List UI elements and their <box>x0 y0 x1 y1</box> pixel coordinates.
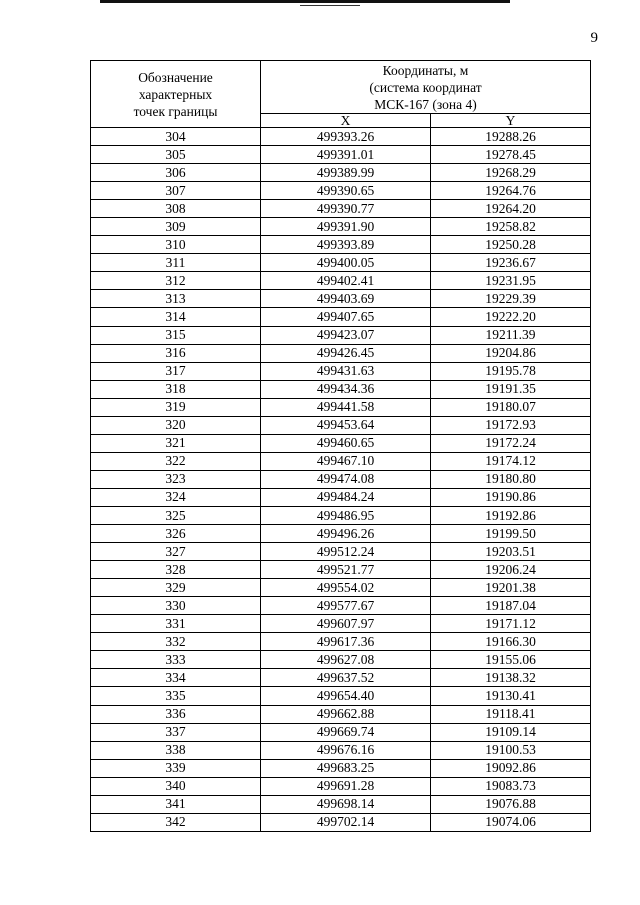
x-coordinate-cell: 499402.41 <box>261 272 431 290</box>
point-id-cell: 341 <box>91 795 261 813</box>
y-coordinate-cell: 19174.12 <box>431 452 591 470</box>
coordinates-table <box>90 60 591 832</box>
point-id-cell: 313 <box>91 290 261 308</box>
x-coordinate-cell: 499512.24 <box>261 543 431 561</box>
x-coordinate-cell: 499607.97 <box>261 615 431 633</box>
table-row <box>91 362 591 380</box>
table-row <box>91 543 591 561</box>
x-coordinate-cell: 499662.88 <box>261 705 431 723</box>
x-coordinate-cell: 499423.07 <box>261 326 431 344</box>
point-id-cell: 307 <box>91 182 261 200</box>
y-coordinate-cell: 19155.06 <box>431 651 591 669</box>
x-coordinate-cell: 499627.08 <box>261 651 431 669</box>
x-coordinate-cell: 499654.40 <box>261 687 431 705</box>
x-coordinate-cell: 499698.14 <box>261 795 431 813</box>
point-id-cell: 323 <box>91 470 261 488</box>
point-id-cell: 336 <box>91 705 261 723</box>
x-coordinate-cell: 499521.77 <box>261 561 431 579</box>
point-id-cell: 334 <box>91 669 261 687</box>
point-id-cell: 320 <box>91 416 261 434</box>
table-row <box>91 146 591 164</box>
x-coordinate-cell: 499676.16 <box>261 741 431 759</box>
header-points <box>91 61 261 128</box>
point-id-cell: 310 <box>91 236 261 254</box>
table-row <box>91 633 591 651</box>
header-points-line-3: точек границы <box>133 103 218 119</box>
y-coordinate-cell: 19211.39 <box>431 326 591 344</box>
x-coordinate-cell: 499393.26 <box>261 128 431 146</box>
x-coordinate-cell: 499460.65 <box>261 434 431 452</box>
point-id-cell: 327 <box>91 543 261 561</box>
y-coordinate-cell: 19191.35 <box>431 380 591 398</box>
point-id-cell: 337 <box>91 723 261 741</box>
x-coordinate-cell: 499467.10 <box>261 452 431 470</box>
header-y: Y <box>431 114 591 128</box>
table-row <box>91 777 591 795</box>
table-row <box>91 308 591 326</box>
x-coordinate-cell: 499426.45 <box>261 344 431 362</box>
table-row <box>91 741 591 759</box>
y-coordinate-cell: 19264.20 <box>431 200 591 218</box>
x-coordinate-cell: 499391.01 <box>261 146 431 164</box>
y-coordinate-cell: 19172.24 <box>431 434 591 452</box>
table-row <box>91 326 591 344</box>
point-id-cell: 335 <box>91 687 261 705</box>
table-row <box>91 525 591 543</box>
point-id-cell: 308 <box>91 200 261 218</box>
page-number: 9 <box>590 30 598 46</box>
x-coordinate-cell: 499453.64 <box>261 416 431 434</box>
y-coordinate-cell: 19187.04 <box>431 597 591 615</box>
point-id-cell: 340 <box>91 777 261 795</box>
table-row <box>91 398 591 416</box>
y-coordinate-cell: 19109.14 <box>431 723 591 741</box>
table-row <box>91 687 591 705</box>
top-rule <box>100 0 510 3</box>
point-id-cell: 316 <box>91 344 261 362</box>
table-row <box>91 380 591 398</box>
y-coordinate-cell: 19264.76 <box>431 182 591 200</box>
y-coordinate-cell: 19222.20 <box>431 308 591 326</box>
table-row <box>91 200 591 218</box>
x-coordinate-cell: 499683.25 <box>261 759 431 777</box>
table-row <box>91 759 591 777</box>
y-coordinate-cell: 19092.86 <box>431 759 591 777</box>
y-coordinate-cell: 19180.80 <box>431 470 591 488</box>
table-row <box>91 218 591 236</box>
point-id-cell: 314 <box>91 308 261 326</box>
y-coordinate-cell: 19250.28 <box>431 236 591 254</box>
table-row <box>91 236 591 254</box>
y-coordinate-cell: 19100.53 <box>431 741 591 759</box>
y-coordinate-cell: 19258.82 <box>431 218 591 236</box>
y-coordinate-cell: 19231.95 <box>431 272 591 290</box>
table-row <box>91 561 591 579</box>
table-row <box>91 669 591 687</box>
x-coordinate-cell: 499389.99 <box>261 164 431 182</box>
table-row <box>91 344 591 362</box>
point-id-cell: 309 <box>91 218 261 236</box>
y-coordinate-cell: 19172.93 <box>431 416 591 434</box>
x-coordinate-cell: 499400.05 <box>261 254 431 272</box>
table-row <box>91 705 591 723</box>
x-coordinate-cell: 499407.65 <box>261 308 431 326</box>
table-row <box>91 416 591 434</box>
point-id-cell: 319 <box>91 398 261 416</box>
y-coordinate-cell: 19166.30 <box>431 633 591 651</box>
table-row <box>91 615 591 633</box>
point-id-cell: 312 <box>91 272 261 290</box>
point-id-cell: 305 <box>91 146 261 164</box>
table-row <box>91 164 591 182</box>
point-id-cell: 333 <box>91 651 261 669</box>
point-id-cell: 311 <box>91 254 261 272</box>
table-row <box>91 128 591 146</box>
x-coordinate-cell: 499617.36 <box>261 633 431 651</box>
x-coordinate-cell: 499486.95 <box>261 506 431 524</box>
y-coordinate-cell: 19138.32 <box>431 669 591 687</box>
point-id-cell: 331 <box>91 615 261 633</box>
y-coordinate-cell: 19195.78 <box>431 362 591 380</box>
point-id-cell: 325 <box>91 506 261 524</box>
point-id-cell: 342 <box>91 813 261 831</box>
x-coordinate-cell: 499431.63 <box>261 362 431 380</box>
x-coordinate-cell: 499390.77 <box>261 200 431 218</box>
y-coordinate-cell: 19236.67 <box>431 254 591 272</box>
x-coordinate-cell: 499669.74 <box>261 723 431 741</box>
point-id-cell: 332 <box>91 633 261 651</box>
y-coordinate-cell: 19201.38 <box>431 579 591 597</box>
y-coordinate-cell: 19192.86 <box>431 506 591 524</box>
table-row <box>91 813 591 831</box>
x-coordinate-cell: 499434.36 <box>261 380 431 398</box>
top-rule-secondary <box>300 5 360 6</box>
x-coordinate-cell: 499474.08 <box>261 470 431 488</box>
header-coords-line-3: МСК-167 (зона 4) <box>374 96 477 112</box>
point-id-cell: 317 <box>91 362 261 380</box>
point-id-cell: 306 <box>91 164 261 182</box>
header-points-line-1: Обозначение <box>138 69 213 85</box>
x-coordinate-cell: 499702.14 <box>261 813 431 831</box>
y-coordinate-cell: 19130.41 <box>431 687 591 705</box>
table-row <box>91 254 591 272</box>
header-coords-line-1: Координаты, м <box>382 62 469 78</box>
y-coordinate-cell: 19171.12 <box>431 615 591 633</box>
x-coordinate-cell: 499554.02 <box>261 579 431 597</box>
point-id-cell: 304 <box>91 128 261 146</box>
point-id-cell: 322 <box>91 452 261 470</box>
y-coordinate-cell: 19118.41 <box>431 705 591 723</box>
x-coordinate-cell: 499403.69 <box>261 290 431 308</box>
y-coordinate-cell: 19288.26 <box>431 128 591 146</box>
point-id-cell: 329 <box>91 579 261 597</box>
x-coordinate-cell: 499391.90 <box>261 218 431 236</box>
x-coordinate-cell: 499496.26 <box>261 525 431 543</box>
y-coordinate-cell: 19278.45 <box>431 146 591 164</box>
table-row <box>91 290 591 308</box>
point-id-cell: 321 <box>91 434 261 452</box>
point-id-cell: 338 <box>91 741 261 759</box>
header-coordinates <box>261 61 591 114</box>
table-row <box>91 182 591 200</box>
table-row <box>91 434 591 452</box>
table-row <box>91 272 591 290</box>
y-coordinate-cell: 19074.06 <box>431 813 591 831</box>
y-coordinate-cell: 19076.88 <box>431 795 591 813</box>
point-id-cell: 315 <box>91 326 261 344</box>
y-coordinate-cell: 19083.73 <box>431 777 591 795</box>
x-coordinate-cell: 499441.58 <box>261 398 431 416</box>
y-coordinate-cell: 19203.51 <box>431 543 591 561</box>
header-points-line-2: характерных <box>138 86 213 102</box>
y-coordinate-cell: 19206.24 <box>431 561 591 579</box>
table-row <box>91 452 591 470</box>
point-id-cell: 339 <box>91 759 261 777</box>
table-row <box>91 579 591 597</box>
table-row <box>91 597 591 615</box>
table-row <box>91 795 591 813</box>
y-coordinate-cell: 19204.86 <box>431 344 591 362</box>
x-coordinate-cell: 499577.67 <box>261 597 431 615</box>
table-row <box>91 723 591 741</box>
table-row <box>91 470 591 488</box>
x-coordinate-cell: 499393.89 <box>261 236 431 254</box>
x-coordinate-cell: 499390.65 <box>261 182 431 200</box>
point-id-cell: 326 <box>91 525 261 543</box>
x-coordinate-cell: 499637.52 <box>261 669 431 687</box>
y-coordinate-cell: 19180.07 <box>431 398 591 416</box>
y-coordinate-cell: 19268.29 <box>431 164 591 182</box>
y-coordinate-cell: 19190.86 <box>431 488 591 506</box>
table-row <box>91 651 591 669</box>
point-id-cell: 324 <box>91 488 261 506</box>
table-row <box>91 506 591 524</box>
y-coordinate-cell: 19199.50 <box>431 525 591 543</box>
header-x: X <box>261 114 431 128</box>
table-row <box>91 488 591 506</box>
header-coords-line-2: (система координат <box>369 79 482 95</box>
point-id-cell: 318 <box>91 380 261 398</box>
point-id-cell: 330 <box>91 597 261 615</box>
x-coordinate-cell: 499691.28 <box>261 777 431 795</box>
point-id-cell: 328 <box>91 561 261 579</box>
x-coordinate-cell: 499484.24 <box>261 488 431 506</box>
y-coordinate-cell: 19229.39 <box>431 290 591 308</box>
